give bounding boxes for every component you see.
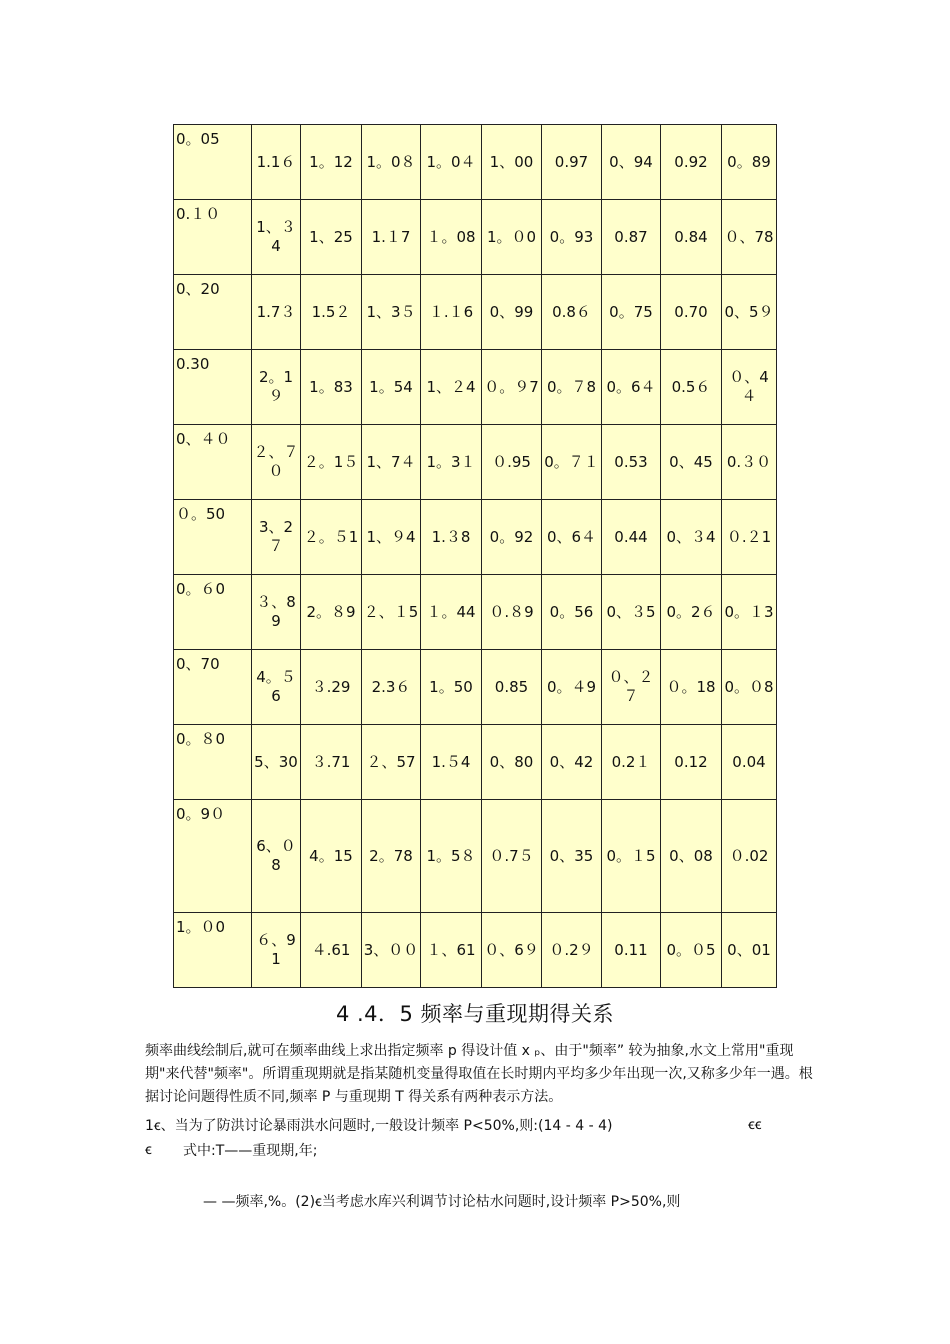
table-cell: 0.30 xyxy=(174,350,252,425)
table-cell: 0、6４ xyxy=(542,500,602,575)
frequency-table xyxy=(173,124,777,988)
table-cell: 0.92 xyxy=(661,125,722,200)
table-cell: 0.84 xyxy=(661,200,722,275)
table-cell: 1.５4 xyxy=(421,725,482,800)
table-cell: ０、78 xyxy=(722,200,777,275)
table-cell: ２。1５ xyxy=(301,425,362,500)
table-row xyxy=(174,725,777,800)
body-paragraph: 频率曲线绘制后,就可在频率曲线上求出指定频率 p 得设计值 x ₚ、由于"频率” 较为抽象,水文上常用"重现期"来代替"频率"。所谓重现期就是指某随机变量得取值在长时期内平均多少年出现一次,又称多少年一遇。根据讨论问题得性质不同,频率 P 与重现期 T 得关系有两种表示方法。 xyxy=(145,1043,813,1105)
table-cell: 0、70 xyxy=(174,650,252,725)
table-cell: 0.３０ xyxy=(722,425,777,500)
table-row xyxy=(174,913,777,988)
table-cell: 1。83 xyxy=(301,350,362,425)
frequency-definition-line: — —频率,%。(2)ꞓ当考虑水库兴利调节讨论枯水问题时,设计频率 P>50%,则 xyxy=(203,1194,681,1210)
table-row xyxy=(174,425,777,500)
table-cell: ０.7５ xyxy=(482,800,542,913)
table-cell: 0.１０ xyxy=(174,200,252,275)
table-cell: 1.7３ xyxy=(252,275,301,350)
table-cell: 1.１7 xyxy=(362,200,421,275)
table-cell: 6、０8 xyxy=(252,800,301,913)
table-cell: 3、００ xyxy=(362,913,421,988)
table-cell: 0。9０ xyxy=(174,800,252,913)
table-row xyxy=(174,350,777,425)
table-cell: 0。92 xyxy=(482,500,542,575)
table-cell: 0.8６ xyxy=(542,275,602,350)
table-cell: 0、35 xyxy=(542,800,602,913)
table-cell: 0。75 xyxy=(602,275,661,350)
table-cell: 0。６0 xyxy=(174,575,252,650)
table-cell: 0.70 xyxy=(661,275,722,350)
table-cell: 1.1６ xyxy=(252,125,301,200)
table-cell: ０。50 xyxy=(174,500,252,575)
table-cell: 1。0４ xyxy=(421,125,482,200)
table-cell: 0。１5 xyxy=(602,800,661,913)
table-cell: 0、20 xyxy=(174,275,252,350)
table-cell: ２、１5 xyxy=(362,575,421,650)
table-cell: 0.2１ xyxy=(602,725,661,800)
table-cell: 1、３4 xyxy=(252,200,301,275)
formula-line-1: 1ꞓ、当为了防洪讨论暴雨洪水问题时,一般设计频率 P<50%,则:(14 - 4 - 4) xyxy=(145,1118,613,1134)
table-row xyxy=(174,275,777,350)
table-cell: 0、01 xyxy=(722,913,777,988)
table-cell: 0、80 xyxy=(482,725,542,800)
table-cell: 1、00 xyxy=(482,125,542,200)
table-cell: 0、４０ xyxy=(174,425,252,500)
table-cell: 1.5２ xyxy=(301,275,362,350)
table-cell: 0.5６ xyxy=(661,350,722,425)
table-cell: ０、4４ xyxy=(722,350,777,425)
table-cell: 0。４9 xyxy=(542,650,602,725)
table-cell: 0。０8 xyxy=(722,650,777,725)
table-cell: 0。１3 xyxy=(722,575,777,650)
table-cell: 1、９4 xyxy=(362,500,421,575)
table-cell: ２、７０ xyxy=(252,425,301,500)
table-cell: 0。93 xyxy=(542,200,602,275)
line-marker: ꞓ xyxy=(145,1142,152,1158)
table-cell: １。08 xyxy=(421,200,482,275)
table-cell: 0、42 xyxy=(542,725,602,800)
table-cell: 0。89 xyxy=(722,125,777,200)
table-cell: 0.85 xyxy=(482,650,542,725)
table-row xyxy=(174,200,777,275)
table-cell: 1、7４ xyxy=(362,425,421,500)
table-cell: ２、57 xyxy=(362,725,421,800)
table-cell: 0。０5 xyxy=(661,913,722,988)
table-cell: ０.02 xyxy=(722,800,777,913)
table-row xyxy=(174,500,777,575)
formula-marker: ꞓꞓ xyxy=(748,1117,762,1133)
table-cell: １.１6 xyxy=(421,275,482,350)
table-cell: 0。56 xyxy=(542,575,602,650)
table-cell: １。44 xyxy=(421,575,482,650)
table-cell: 2。８9 xyxy=(301,575,362,650)
table-cell: 0.11 xyxy=(602,913,661,988)
table-cell: ３.29 xyxy=(301,650,362,725)
table-cell: 1。０0 xyxy=(174,913,252,988)
table-cell: 0。2６ xyxy=(661,575,722,650)
table-cell: ０、6９ xyxy=(482,913,542,988)
table-cell: ０。９7 xyxy=(482,350,542,425)
table-row xyxy=(174,125,777,200)
table-row xyxy=(174,575,777,650)
table-cell: ０、２７ xyxy=(602,650,661,725)
table-cell: 1。5８ xyxy=(421,800,482,913)
table-cell: ４.61 xyxy=(301,913,362,988)
table-cell: ３.71 xyxy=(301,725,362,800)
table-cell: 0。７8 xyxy=(542,350,602,425)
table-cell: 0、99 xyxy=(482,275,542,350)
table-cell: 0.44 xyxy=(602,500,661,575)
table-cell: 0、３5 xyxy=(602,575,661,650)
table-cell: ６、91 xyxy=(252,913,301,988)
table-cell: 0。6４ xyxy=(602,350,661,425)
table-cell: 0、5９ xyxy=(722,275,777,350)
table-cell: 0.53 xyxy=(602,425,661,500)
table-cell: 1、２4 xyxy=(421,350,482,425)
table-cell: ０.95 xyxy=(482,425,542,500)
where-clause: 式中:T——重现期,年; xyxy=(183,1143,318,1159)
table-cell: 2。1９ xyxy=(252,350,301,425)
table-cell: 4。15 xyxy=(301,800,362,913)
table-cell: 0、３4 xyxy=(661,500,722,575)
table-cell: 0.87 xyxy=(602,200,661,275)
table-cell: 1。０0 xyxy=(482,200,542,275)
table-cell: 0、08 xyxy=(661,800,722,913)
table-cell: ０。18 xyxy=(661,650,722,725)
table-cell: ２。５1 xyxy=(301,500,362,575)
table-cell: 0.12 xyxy=(661,725,722,800)
table-cell: 0.97 xyxy=(542,125,602,200)
table-cell: 1。3１ xyxy=(421,425,482,500)
table-cell: 1.３8 xyxy=(421,500,482,575)
table-cell: 0、45 xyxy=(661,425,722,500)
table-cell: 1。50 xyxy=(421,650,482,725)
table-cell: 0。７１ xyxy=(542,425,602,500)
table-cell: １、61 xyxy=(421,913,482,988)
table-cell: 0。05 xyxy=(174,125,252,200)
table-cell: 3、2７ xyxy=(252,500,301,575)
table-row xyxy=(174,650,777,725)
table-cell: 1。54 xyxy=(362,350,421,425)
table-cell: ０.２1 xyxy=(722,500,777,575)
table-cell: 4。５6 xyxy=(252,650,301,725)
section-title: 4 .4．5 频率与重现期得关系 xyxy=(335,1002,615,1026)
table-cell: 1。12 xyxy=(301,125,362,200)
table-cell: ０.2９ xyxy=(542,913,602,988)
table-cell: 0、94 xyxy=(602,125,661,200)
table-cell: ０.８9 xyxy=(482,575,542,650)
table-cell: 0.04 xyxy=(722,725,777,800)
table-cell: 1、3５ xyxy=(362,275,421,350)
table-cell: 0。８0 xyxy=(174,725,252,800)
table-cell: 1、25 xyxy=(301,200,362,275)
table-cell: 2.3６ xyxy=(362,650,421,725)
table-cell: 5、30 xyxy=(252,725,301,800)
table-cell: 2。78 xyxy=(362,800,421,913)
table-cell: ３、89 xyxy=(252,575,301,650)
table-row xyxy=(174,800,777,913)
table-cell: 1。0８ xyxy=(362,125,421,200)
